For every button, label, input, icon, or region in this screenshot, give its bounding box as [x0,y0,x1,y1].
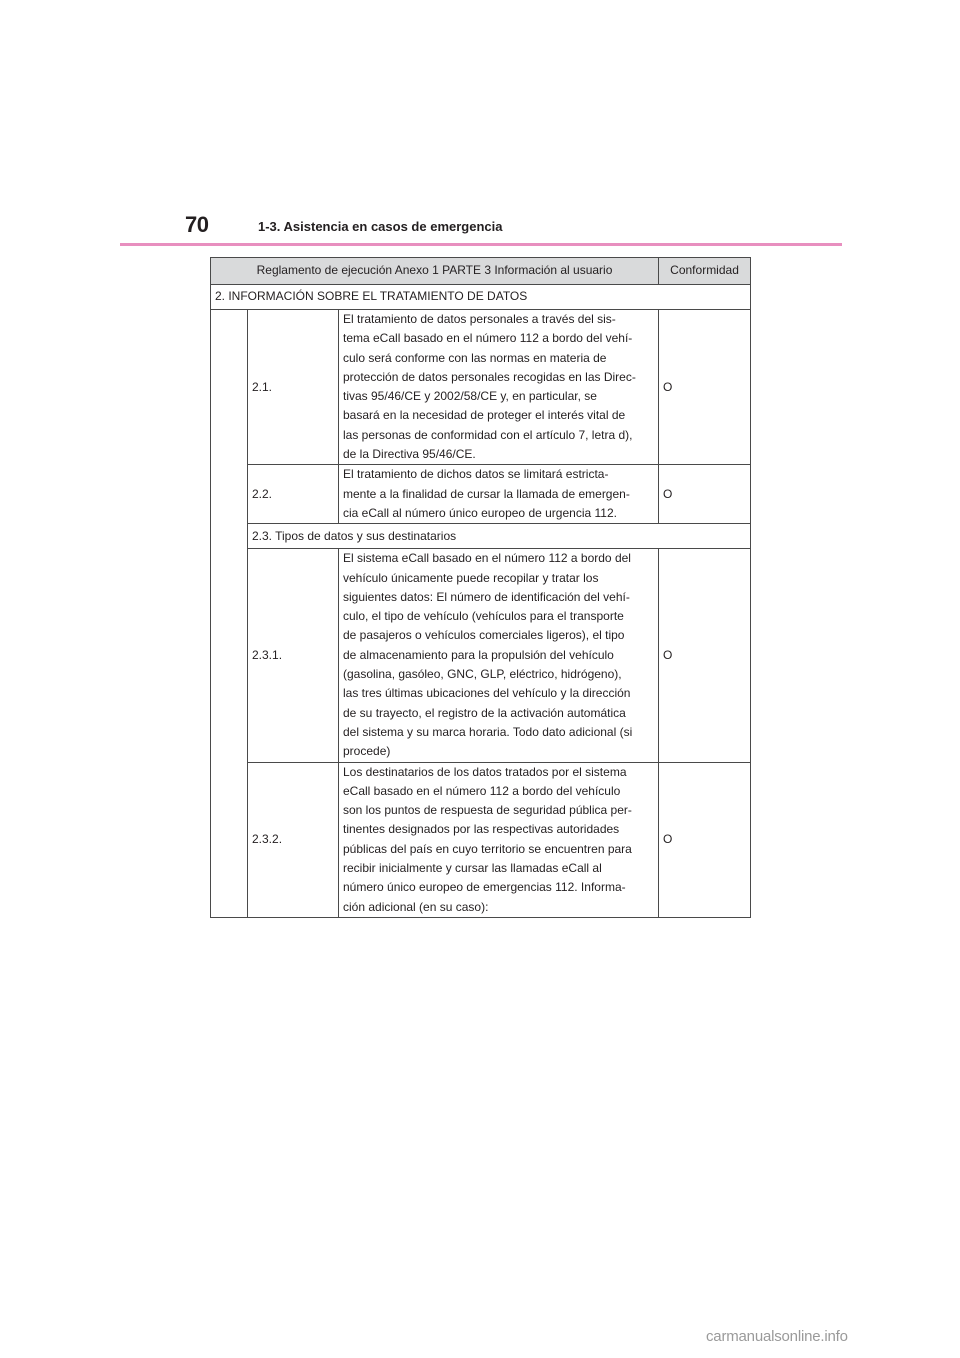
text-line: tinentes designados por las respectivas autoridades [343,822,620,837]
text-line: las tres últimas ubicaciones del vehículo y la dirección [343,686,631,701]
text-line: las personas de conformidad con el artículo 7, letra d), [343,427,633,442]
text-line: protección de datos personales recogidas en las Direc- [343,369,636,384]
text-line: de almacenamiento para la propulsión del vehículo [343,647,614,662]
item-text [339,762,659,917]
item-number: 2.1. [248,310,339,465]
text-line: procede) [343,744,391,759]
text-line: El tratamiento de dichos datos se limitará estricta- [343,467,609,482]
text-line: siguientes datos: El número de identificación del vehí- [343,589,630,604]
table-row [211,310,751,465]
conformity-value: O [659,762,751,917]
item-number: 2.3.1. [248,549,339,762]
text-line: tema eCall basado en el número 112 a bordo del vehí- [343,331,633,346]
text-line: son los puntos de respuesta de seguridad pública per- [343,803,632,818]
conformity-value: O [659,549,751,762]
header-accent-rule [120,243,842,246]
item-text [339,549,659,762]
section-title: 1-3. Asistencia en casos de emergencia [258,219,503,234]
text-line: ción adicional (en su caso): [343,899,489,914]
text-line: recibir inicialmente y cursar las llamadas eCall al [343,861,602,876]
information-table [210,257,751,918]
text-line: de pasajeros o vehículos comerciales ligeros), el tipo [343,628,625,643]
conformity-value: O [659,310,751,465]
text-line: culo, el tipo de vehículo (vehículos para el transporte [343,609,624,624]
item-text [339,465,659,524]
indent-cell [211,310,248,918]
text-line: número único europeo de emergencias 112. Informa- [343,880,626,895]
text-line: mente a la finalidad de cursar la llamada de emergen- [343,486,630,501]
text-line: cia eCall al número único europeo de urgencia 112. [343,505,617,520]
text-line: (gasolina, gasóleo, GNC, GLP, eléctrico, hidrógeno), [343,667,622,682]
column-header-conformity: Conformidad [659,258,751,285]
text-line: culo será conforme con las normas en materia de [343,350,607,365]
text-line: basará en la necesidad de proteger el interés vital de [343,408,626,423]
table-row [211,465,751,524]
column-header-regulation: Reglamento de ejecución Anexo 1 PARTE 3 Información al usuario [211,258,659,285]
text-line: Los destinatarios de los datos tratados por el sistema [343,764,627,779]
text-line: vehículo únicamente puede recopilar y tratar los [343,570,599,585]
table-row [211,549,751,762]
watermark-text: carmanualsonline.info [706,1328,848,1345]
page-number: 70 [185,212,209,237]
text-line: eCall basado en el número 112 a bordo del vehículo [343,783,621,798]
conformity-value: O [659,465,751,524]
text-line: El sistema eCall basado en el número 112 a bordo del [343,551,631,566]
item-number: 2.2. [248,465,339,524]
text-line: de la Directiva 95/46/CE. [343,447,476,462]
item-text [339,310,659,465]
text-line: de su trayecto, el registro de la activación automática [343,705,626,720]
section-heading-2: 2. INFORMACIÓN SOBRE EL TRATAMIENTO DE DATOS [211,285,751,310]
section-row [211,524,751,549]
section-heading-2-3: 2.3. Tipos de datos y sus destinatarios [248,524,751,549]
text-line: tivas 95/46/CE y 2002/58/CE y, en particular, se [343,389,597,404]
text-line: El tratamiento de datos personales a través del sis- [343,312,616,326]
table-header-row [211,258,751,285]
item-number: 2.3.2. [248,762,339,917]
text-line: del sistema y su marca horaria. Todo dato adicional (si [343,724,633,739]
table-row [211,762,751,917]
text-line: públicas del país en cuyo territorio se encuentren para [343,841,632,856]
section-row [211,285,751,310]
